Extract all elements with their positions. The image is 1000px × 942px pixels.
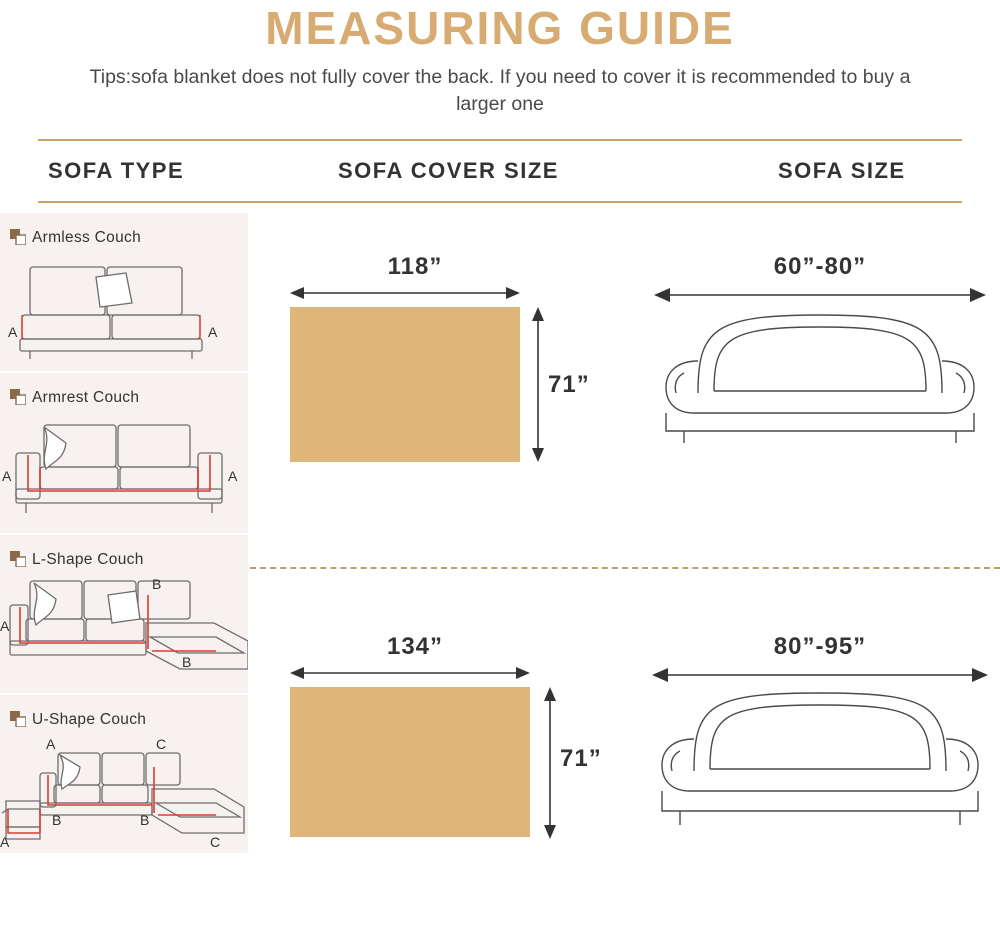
measurement-row-2	[260, 633, 1000, 863]
sofa-type-label: Armless Couch	[32, 228, 141, 246]
measuring-guide-page	[0, 4, 1000, 942]
swatch-icon	[10, 389, 26, 405]
marker-label-b-bottom: B	[182, 653, 192, 670]
column-header-sofa-size: SOFA SIZE	[778, 157, 906, 183]
page-title: MEASURING GUIDE	[265, 2, 735, 54]
sofa-type-label: L-Shape Couch	[32, 550, 144, 568]
guide-body	[0, 213, 1000, 853]
sofa-width-label-2: 80”-95”	[773, 632, 867, 660]
measurement-row-1	[260, 253, 1000, 513]
marker-label-a-right: A	[208, 323, 218, 340]
marker-label-a-bottom: A	[0, 833, 10, 850]
sofa-size-block-2	[640, 633, 1000, 841]
sofa-type-armless-couch	[0, 213, 248, 371]
sofa-type-l-shape-couch	[0, 535, 248, 693]
marker-label-a-right: A	[228, 467, 238, 484]
cover-diagram-1	[260, 281, 580, 491]
cover-width-label-2: 134”	[386, 632, 444, 660]
marker-label-c-bottom: C	[210, 833, 221, 850]
cover-height-label-1: 71”	[548, 370, 590, 398]
u-shape-couch-illustration	[0, 735, 248, 853]
sofa-type-label: Armrest Couch	[32, 388, 140, 406]
marker-label-b-left: B	[52, 811, 62, 828]
header-divider-bottom	[38, 201, 962, 203]
marker-label-b-right: B	[140, 811, 150, 828]
swatch-icon	[10, 711, 26, 727]
marker-label-a: A	[0, 617, 10, 634]
cover-size-block-1	[260, 252, 590, 491]
page-subtitle: Tips:sofa blanket does not fully cover the back. If you need to cover it is recommended to buy a larger one	[89, 66, 911, 115]
sofa-type-u-shape-couch	[0, 695, 248, 853]
cover-size-block-2	[260, 632, 602, 861]
marker-label-b-top: B	[152, 575, 162, 592]
row-divider	[250, 567, 1000, 569]
armrest-couch-illustration	[0, 413, 248, 531]
sofa-size-block-1	[640, 253, 1000, 461]
sofa-size-diagram-1	[640, 281, 1000, 461]
sofa-type-label: U-Shape Couch	[32, 710, 147, 728]
sofa-size-diagram-2	[640, 661, 1000, 841]
column-header-sofa-cover-size: SOFA COVER SIZE	[338, 157, 559, 183]
column-header-sofa-type: SOFA TYPE	[48, 157, 185, 183]
armless-couch-illustration	[0, 253, 248, 368]
marker-label-a-top: A	[46, 735, 56, 752]
cover-width-label-1: 118”	[387, 252, 443, 280]
marker-label-a-left: A	[2, 467, 12, 484]
sofa-width-label-1: 60”-80”	[773, 252, 867, 280]
l-shape-couch-illustration	[0, 575, 248, 693]
marker-label-c-top: C	[156, 735, 167, 752]
sofa-type-armrest-couch	[0, 373, 248, 533]
swatch-icon	[10, 551, 26, 567]
cover-diagram-2	[260, 661, 580, 861]
marker-label-a-left: A	[8, 323, 18, 340]
swatch-icon	[10, 229, 26, 245]
cover-height-label-2: 71”	[560, 744, 602, 772]
sofa-type-column	[0, 213, 248, 853]
column-headers	[38, 141, 962, 201]
